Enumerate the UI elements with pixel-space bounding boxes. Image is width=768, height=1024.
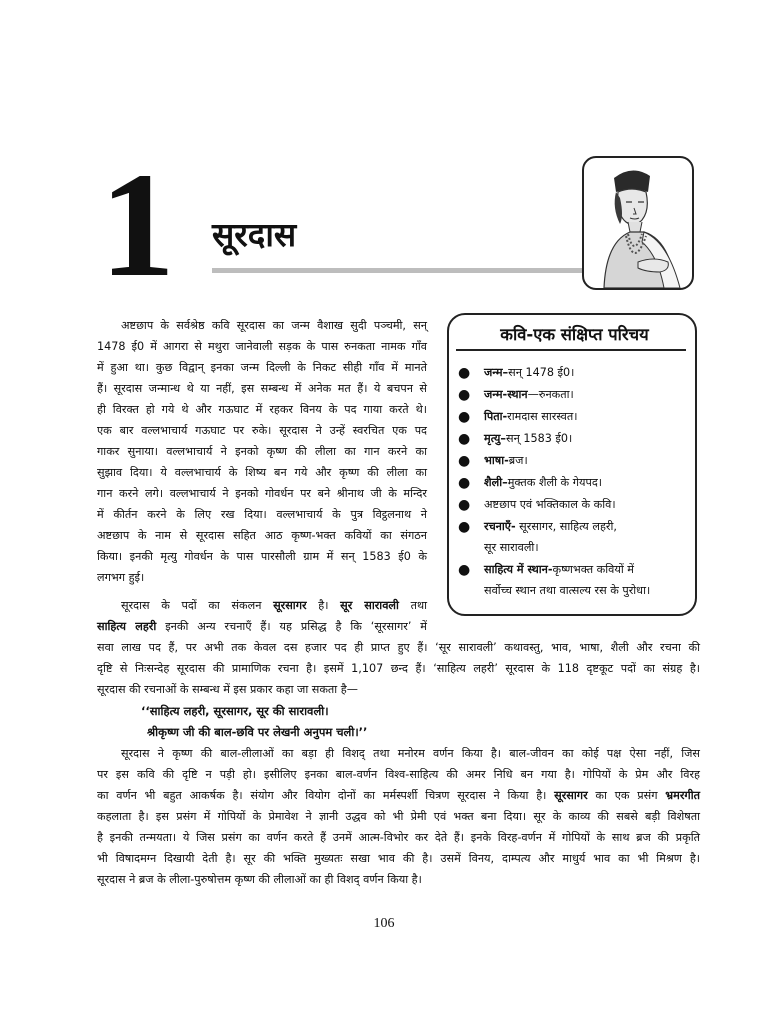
profile-value: सूरसागर, साहित्य लहरी,	[515, 520, 617, 533]
intro-line: लगभग हुई।	[97, 571, 145, 584]
profile-label: रचनाएँ-	[484, 520, 516, 533]
poet-portrait-icon	[584, 158, 692, 288]
profile-item	[484, 473, 602, 493]
profile-value: —रुनकता।	[527, 388, 574, 401]
profile-value: सन् 1478 ई0।	[508, 366, 575, 379]
profile-value: अष्टछाप एवं भक्तिकाल के कवि।	[484, 498, 616, 511]
para2-text: है।	[306, 599, 341, 612]
profile-value: मुक्तक शैली के गेयपद।	[507, 476, 603, 489]
intro-line: एक बार वल्लभाचार्य गऊघाट पर रुके। सूरदास ने उन्हें स्वरचित एक पद	[97, 424, 427, 437]
para2-line: दृष्टि से निःसन्देह सूरदास की प्रामाणिक रचना है। इसमें 1,107 छन्द हैं। ‘साहित्य लहरी’ सूरदास के 118 दृष्टकूट पदों का संग्रह है।	[97, 662, 700, 675]
profile-label: साहित्य में स्थान-	[484, 563, 553, 576]
profile-value: कृष्णभक्त कवियों में	[552, 563, 634, 576]
profile-item	[484, 495, 616, 515]
profile-item	[484, 407, 578, 427]
bullet-icon: ●	[458, 387, 471, 403]
bullet-icon: ●	[458, 497, 471, 513]
profile-item-continuation: सर्वोच्च स्थान तथा वात्सल्य रस के पुरोधा।	[484, 584, 651, 597]
intro-line: अष्टछाप के सर्वश्रेष्ठ कवि सूरदास का जन्म वैशाख सुदी पञ्चमी, सन्	[121, 319, 427, 332]
para2-line	[121, 595, 427, 616]
bullet-icon: ●	[458, 475, 471, 491]
profile-label: पिता-	[484, 410, 508, 423]
profile-item	[484, 363, 574, 383]
intro-line: ही विरक्त हो गये थे और गऊघाट में रहकर विनय के पद गाया करते थे।	[97, 403, 427, 416]
page-number: 106	[373, 916, 395, 931]
bullet-icon: ●	[458, 519, 471, 535]
para2-text: तथा	[398, 599, 428, 612]
para2-line: सूरदास की रचनाओं के सम्बन्ध में इस प्रकार कहा जा सकता है—	[97, 683, 358, 696]
quote-line: ‘‘साहित्य लहरी, सूरसागर, सूर की सारावली।	[141, 704, 329, 718]
para3-line: भी विषादमग्न दिखायी देती है। सूर की भक्ति मुख्यतः सखा भाव की है। उसमें विनय, दाम्पत्य और माधुर्य भाव का भी मिश्रण है।	[97, 852, 700, 865]
profile-item-continuation: सूर सारावली।	[484, 541, 539, 554]
intro-line: किया। इनकी मृत्यु गोवर्धन के पास पारसौली ग्राम में सन् 1583 ई0 के	[97, 550, 427, 563]
profile-label: मृत्यु–	[484, 432, 507, 445]
para3-line: सूरदास ने कृष्ण की बाल-लीलाओं का बड़ा ही विशद् तथा मनोरम वर्णन किया है। बाल-जीवन का कोई पक्ष ऐसा नहीं, जिस	[121, 747, 700, 760]
profile-item	[484, 429, 572, 449]
para2-text: इनकी अन्य रचनाएँ हैं। यह प्रसिद्ध है कि ‘सूरसागर’ में	[156, 620, 427, 633]
poet-portrait	[582, 156, 694, 290]
para3-line: है इनकी तन्मयता। ये जिस प्रसंग का वर्णन करते हैं उनमें आत्म-विभोर कर देते हैं। इनके विरह-वर्णन में गोपियों के साथ ब्रज की प्रकृति	[97, 831, 700, 844]
chapter-title: सूरदास	[212, 215, 297, 254]
profile-item	[484, 560, 634, 580]
intro-line: 1478 ई0 में आगरा से मथुरा जानेवाली सड़क के पास रुनकता नामक गाँव	[97, 340, 427, 353]
para2-line: सवा लाख पद हैं, पर अभी तक केवल दस हजार पद ही प्राप्त हुए हैं। ‘सूर सारावली’ कथावस्तु, भाव, भाषा, शैली और रचना की	[97, 641, 700, 654]
profile-heading: कवि-एक संक्षिप्त परिचय	[500, 325, 649, 344]
profile-value: रामदास सारस्वत।	[507, 410, 578, 423]
intro-line: हैं। सूरदास जन्मान्ध थे या नहीं, इस सम्बन्ध में अनेक मत हैं। ये बचपन से	[97, 382, 427, 395]
bullet-icon: ●	[458, 453, 471, 469]
bullet-icon: ●	[458, 365, 471, 381]
intro-line: अष्टछाप के नाम से सूरदास सहित आठ कृष्ण-भक्त कवियों का संगठन	[97, 529, 427, 542]
profile-label: भाषा-	[484, 454, 509, 467]
profile-value: सन् 1583 ई0।	[506, 432, 573, 445]
bullet-icon: ●	[458, 409, 471, 425]
intro-line: में कीर्तन करने के लिए रख दिया। वल्लभाचार्य के पुत्र विट्ठलनाथ ने	[97, 508, 427, 521]
profile-value: ब्रज।	[508, 454, 528, 467]
para2-text: सूरदास के पदों का संकलन	[121, 599, 274, 612]
para3-line: पर इस कवि की दृष्टि न पड़ी हो। इसीलिए इनका बाल-वर्णन विश्व-साहित्य की अमर निधि बन गया है। गोपियों के प्रेम और विरह	[97, 768, 700, 781]
para2-line	[97, 616, 427, 637]
quote-line: श्रीकृष्ण जी की बाल-छवि पर लेखनी अनुपम चली।’’	[147, 725, 368, 739]
profile-label: जन्म-स्थान	[484, 388, 528, 401]
title-rule	[212, 268, 592, 273]
para3-text: का एक प्रसंग	[587, 789, 666, 802]
intro-line: गाकर सुनाया। वल्लभाचार्य ने इनको कृष्ण की लीला का गान करने का	[97, 445, 427, 458]
para3-line	[97, 785, 700, 806]
profile-label: जन्म–	[484, 366, 509, 379]
profile-heading-rule	[456, 349, 686, 351]
intro-line: गान करने लगे। वल्लभाचार्य ने इनको गोवर्धन पर बने श्रीनाथ जी के मन्दिर	[97, 487, 427, 500]
chapter-number: 1	[100, 142, 175, 308]
profile-item	[484, 517, 617, 537]
intro-line: में हुआ था। कुछ विद्वान् इनका जन्म दिल्ली के निकट सीही गाँव में मानते	[97, 361, 427, 374]
bhramargeet-term: भ्रमरगीत	[665, 789, 700, 802]
work-name-sursagar: सूरसागर	[273, 599, 307, 612]
profile-item	[484, 385, 574, 405]
para3-line: सूरदास ने ब्रज के लीला-पुरुषोत्तम कृष्ण की लीलाओं का ही विशद् वर्णन किया है।	[97, 873, 422, 886]
profile-item	[484, 451, 528, 471]
work-name-sursagar: सूरसागर	[554, 789, 588, 802]
para3-line: कहलाता है। इस प्रसंग में गोपियों के प्रेमावेश ने ज्ञानी उद्धव को भी प्रेमी एवं भक्त बना दिया। सूर के काव्य की सबसे बड़ी विशेषता	[97, 810, 700, 823]
intro-line: सुझाव दिया। ये वल्लभाचार्य के शिष्य बन गये और कृष्ण की लीला का	[97, 466, 427, 479]
para3-text: का वर्णन भी बहुत आकर्षक है। संयोग और वियोग दोनों का मर्मस्पर्शी चित्रण सूरदास ने किया है।	[97, 789, 555, 802]
bullet-icon: ●	[458, 562, 471, 578]
bullet-icon: ●	[458, 431, 471, 447]
work-name-sursaravali: सूर सारावली	[340, 599, 399, 612]
profile-label: शैली–	[484, 476, 508, 489]
work-name-sahitya-lahari: साहित्य लहरी	[97, 620, 157, 633]
